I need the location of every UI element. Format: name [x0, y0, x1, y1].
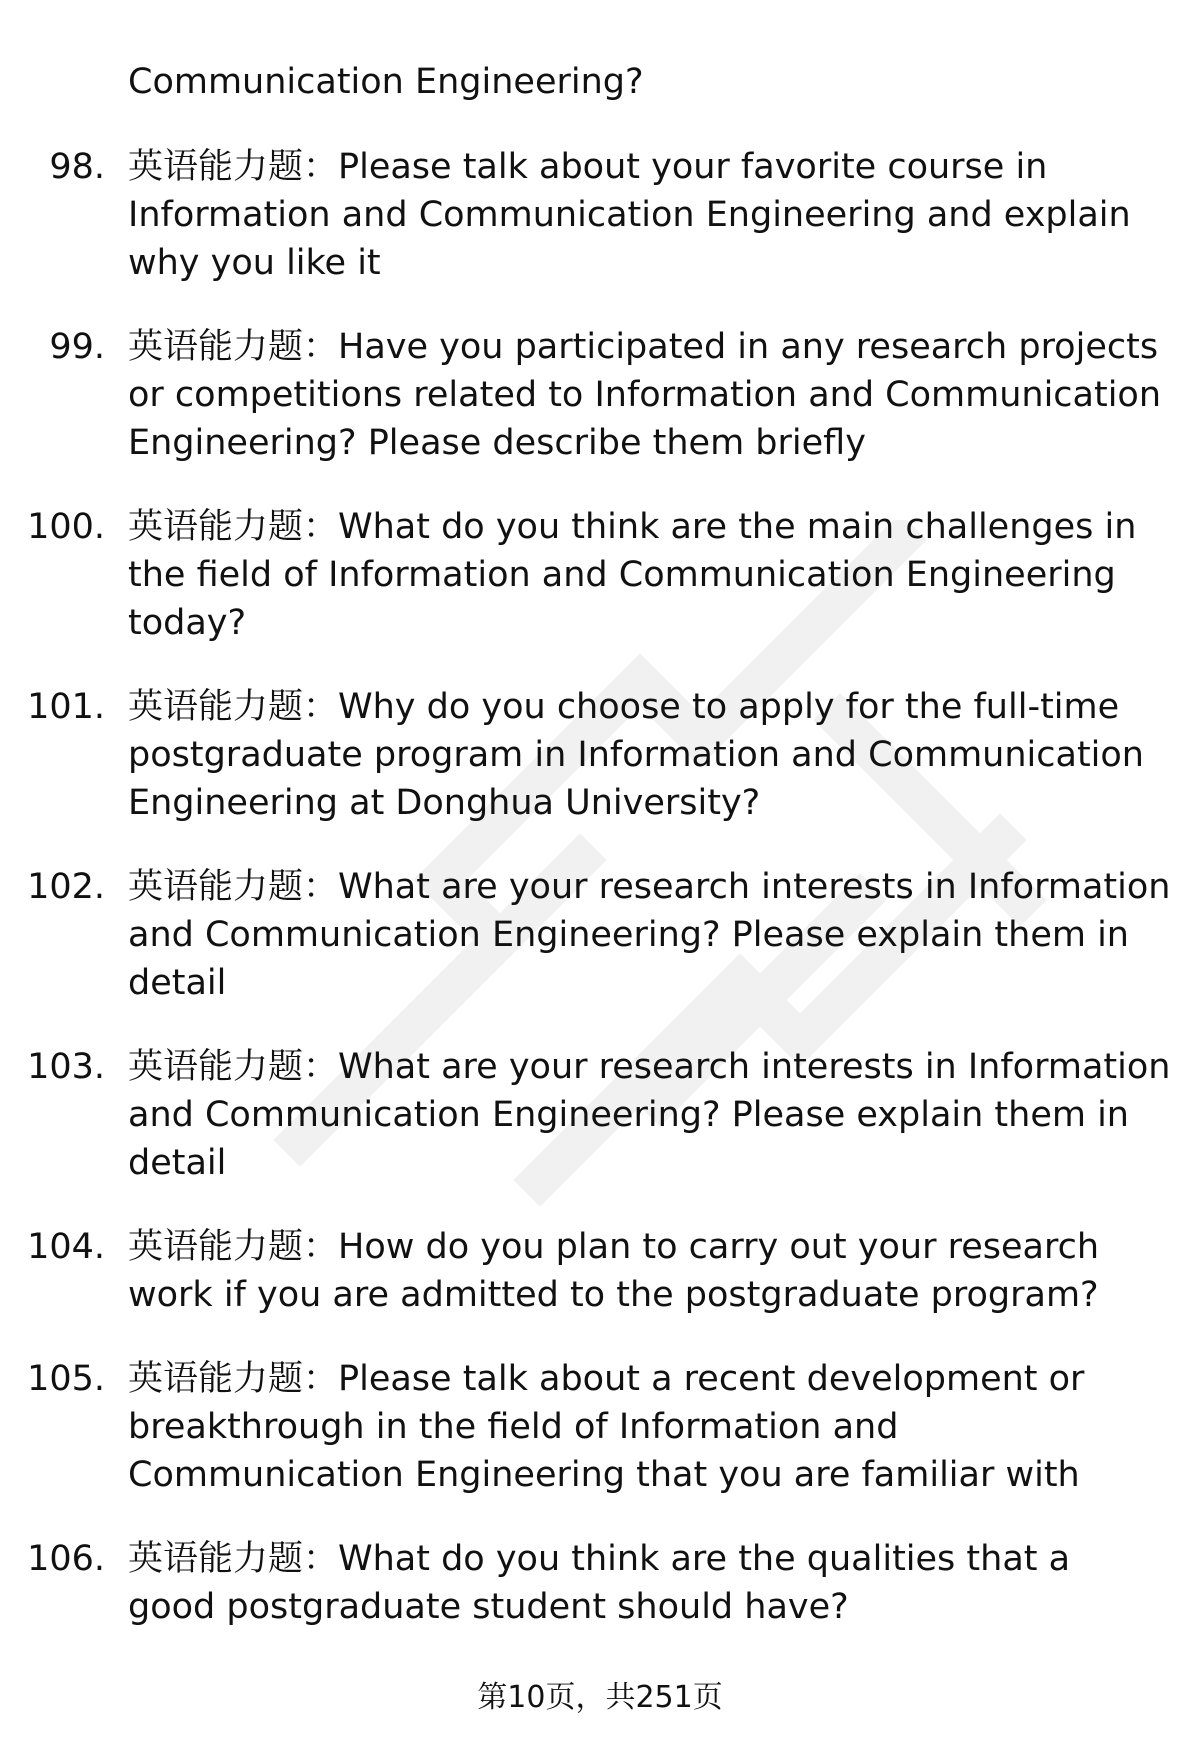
question-line: detail [128, 1143, 227, 1183]
question-line: good postgraduate student should have? [128, 1587, 849, 1627]
question-text [128, 503, 1168, 647]
question-number: 102. [27, 867, 105, 907]
question-line: why you like it [128, 243, 381, 283]
question-line: or competitions related to Information and Communication [128, 375, 1162, 415]
question-text [128, 143, 1168, 287]
question-line: Engineering? Please describe them briefly [128, 423, 866, 463]
question-line: work if you are admitted to the postgraduate program? [128, 1275, 1099, 1315]
question-text [128, 1223, 1168, 1319]
question-line: breakthrough in the field of Information and [128, 1407, 899, 1447]
question-number: 98. [49, 147, 105, 187]
question-line: the field of Information and Communication Engineering [128, 555, 1116, 595]
question-text [128, 683, 1168, 827]
question-text [128, 1535, 1168, 1631]
question-number: 100. [27, 507, 105, 547]
question-line: Engineering at Donghua University? [128, 783, 761, 823]
question-line: postgraduate program in Information and Communication [128, 735, 1144, 775]
question-number: 101. [27, 687, 105, 727]
question-text [128, 1355, 1168, 1499]
question-line: 英语能力题：Please talk about a recent development or [128, 1359, 1085, 1399]
question-line: and Communication Engineering? Please explain them in [128, 915, 1129, 955]
page-footer: 第10页，共251页 [477, 1680, 723, 1715]
question-number: 103. [27, 1047, 105, 1087]
question-line: 英语能力题：Have you participated in any research projects [128, 327, 1159, 367]
question-line: detail [128, 963, 227, 1003]
question-line: 英语能力题：What do you think are the qualities that a [128, 1539, 1071, 1579]
question-number: 105. [27, 1359, 105, 1399]
question-line: Information and Communication Engineering and explain [128, 195, 1131, 235]
question-line: and Communication Engineering? Please explain them in [128, 1095, 1129, 1135]
question-text [128, 863, 1171, 1007]
question-line: 英语能力题：What are your research interests in Information [128, 1047, 1171, 1087]
question-line: 英语能力题：How do you plan to carry out your research [128, 1227, 1100, 1267]
question-line: 英语能力题：Please talk about your favorite course in [128, 147, 1048, 187]
question-text [128, 1043, 1171, 1187]
continuation-line: Communication Engineering? [128, 62, 644, 102]
question-line: 英语能力题：What do you think are the main challenges in [128, 507, 1137, 547]
question-number: 99. [49, 327, 105, 367]
question-text [128, 323, 1168, 467]
question-line: Communication Engineering that you are familiar with [128, 1455, 1080, 1495]
question-line: 英语能力题：What are your research interests in Information [128, 867, 1171, 907]
question-number: 104. [27, 1227, 105, 1267]
question-number: 106. [27, 1539, 105, 1579]
question-line: 英语能力题：Why do you choose to apply for the full-time [128, 687, 1120, 727]
question-line: today? [128, 603, 247, 643]
